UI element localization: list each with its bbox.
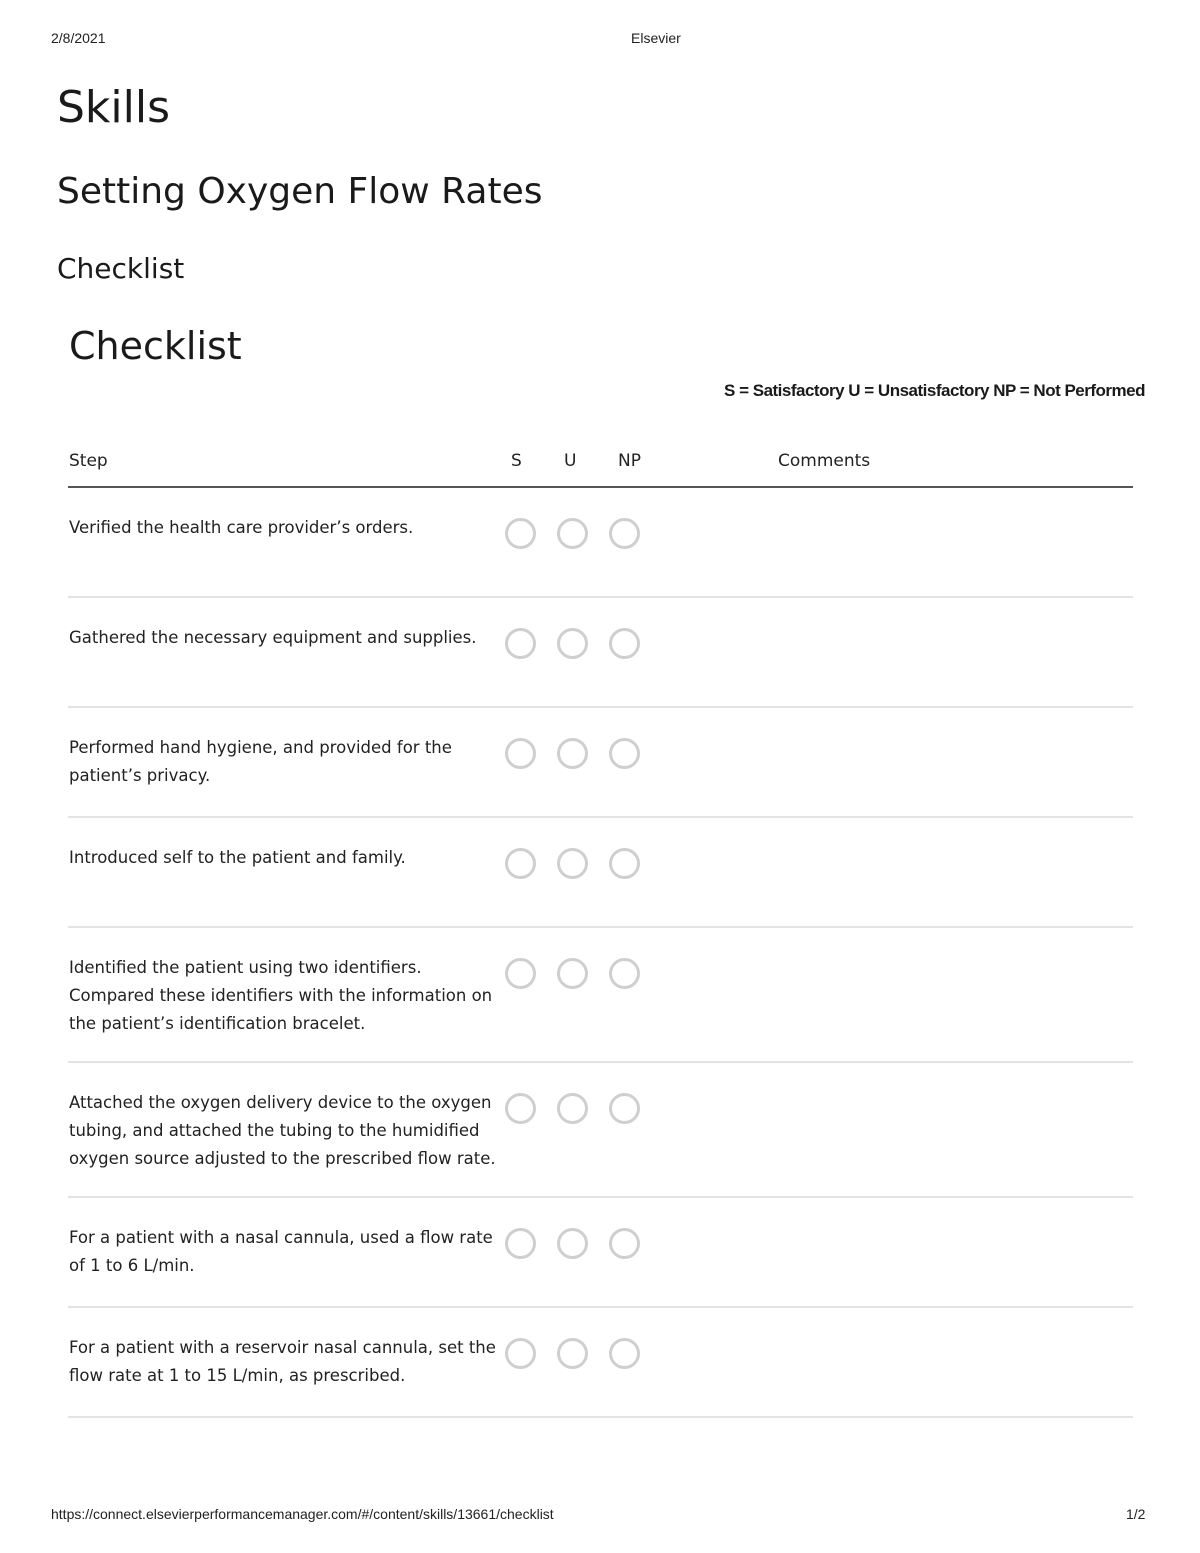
radio-satisfactory[interactable]	[505, 848, 536, 879]
radio-unsatisfactory[interactable]	[557, 628, 588, 659]
radio-satisfactory[interactable]	[505, 518, 536, 549]
radio-satisfactory[interactable]	[505, 738, 536, 769]
radio-unsatisfactory[interactable]	[557, 848, 588, 879]
table-row	[68, 598, 1133, 708]
checklist-heading: Checklist	[69, 324, 242, 368]
table-row	[68, 1308, 1133, 1418]
skill-title: Setting Oxygen Flow Rates	[57, 171, 543, 212]
table-row	[68, 488, 1133, 598]
column-header-s: S	[511, 451, 522, 471]
print-date: 2/8/2021	[51, 30, 106, 46]
step-text: Attached the oxygen delivery device to the oxygen tubing, and attached the tubing to the humidified oxygen source adjusted to the prescribed flow rate.	[69, 1093, 496, 1168]
section-tab-checklist[interactable]: Checklist	[57, 252, 185, 285]
radio-not-performed[interactable]	[609, 518, 640, 549]
table-row	[68, 708, 1133, 818]
radio-unsatisfactory[interactable]	[557, 518, 588, 549]
radio-not-performed[interactable]	[609, 848, 640, 879]
column-header-comments: Comments	[778, 451, 871, 471]
radio-not-performed[interactable]	[609, 1228, 640, 1259]
radio-unsatisfactory[interactable]	[557, 738, 588, 769]
rating-legend: S = Satisfactory U = Unsatisfactory NP = Not Performed	[724, 381, 1145, 400]
table-row	[68, 818, 1133, 928]
step-text: For a patient with a nasal cannula, used a flow rate of 1 to 6 L/min.	[69, 1228, 493, 1275]
radio-unsatisfactory[interactable]	[557, 1093, 588, 1124]
radio-unsatisfactory[interactable]	[557, 1228, 588, 1259]
step-text: For a patient with a reservoir nasal cannula, set the flow rate at 1 to 15 L/min, as prescribed.	[69, 1338, 496, 1385]
print-site-title: Elsevier	[631, 30, 681, 46]
print-url: https://connect.elsevierperformancemanager.com/#/content/skills/13661/checklist	[51, 1506, 554, 1522]
column-header-u: U	[564, 451, 577, 471]
column-header-step: Step	[69, 451, 108, 471]
table-row	[68, 1198, 1133, 1308]
radio-satisfactory[interactable]	[505, 1228, 536, 1259]
radio-unsatisfactory[interactable]	[557, 958, 588, 989]
radio-not-performed[interactable]	[609, 628, 640, 659]
radio-not-performed[interactable]	[609, 958, 640, 989]
step-text: Performed hand hygiene, and provided for the patient’s privacy.	[69, 738, 452, 785]
step-text: Introduced self to the patient and family.	[69, 848, 406, 867]
table-header	[68, 448, 1133, 488]
radio-not-performed[interactable]	[609, 1093, 640, 1124]
table-row	[68, 928, 1133, 1063]
radio-not-performed[interactable]	[609, 1338, 640, 1369]
step-text: Verified the health care provider’s orders.	[69, 518, 414, 537]
radio-satisfactory[interactable]	[505, 628, 536, 659]
step-text: Identified the patient using two identifiers. Compared these identifiers with the information on the patient’s identification bracelet.	[69, 958, 493, 1033]
page-number: 1/2	[1126, 1506, 1146, 1522]
radio-not-performed[interactable]	[609, 738, 640, 769]
radio-unsatisfactory[interactable]	[557, 1338, 588, 1369]
step-text: Gathered the necessary equipment and supplies.	[69, 628, 477, 647]
table-row	[68, 1063, 1133, 1198]
radio-satisfactory[interactable]	[505, 1338, 536, 1369]
radio-satisfactory[interactable]	[505, 958, 536, 989]
column-header-np: NP	[618, 451, 641, 471]
page-heading-skills: Skills	[57, 82, 171, 133]
radio-satisfactory[interactable]	[505, 1093, 536, 1124]
